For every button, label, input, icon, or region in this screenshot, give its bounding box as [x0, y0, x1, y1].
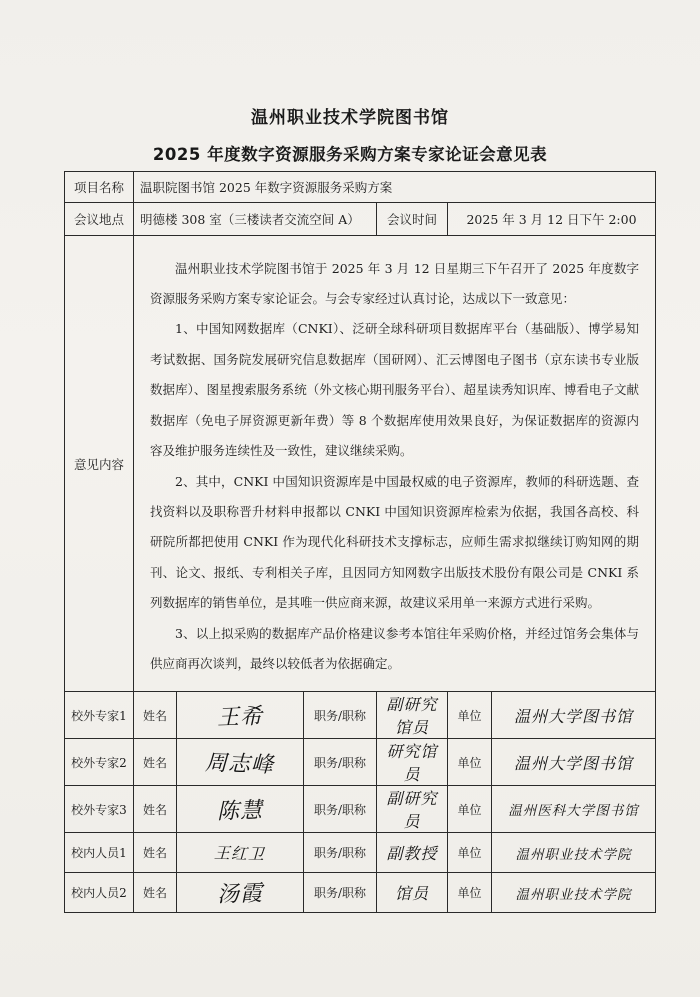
project-value: 温职院图书馆 2025 年数字资源服务采购方案: [134, 172, 656, 203]
opinion-label: 意见内容: [65, 236, 134, 692]
handwritten-title: 馆员: [394, 884, 429, 903]
opinion-paragraph: 2、其中，CNKI 中国知识资源库是中国最权威的电子资源库，教师的科研选题、查找资料以及职称晋升材料申报都以 CNKI 中国知识资源库检索为依据，我国各高校、科研院所都把使用 CNKI 作为现代化科研技术支撑标志，应师生需求拟继续订购知网的期刊、论文、报纸、专利相关子库，且因同方知网数字出版技术股份有限公司是 CNKI 系列数据库的销售单位，是其唯一供应商来源，故建议采用单一来源方式进行采购。: [150, 473, 640, 611]
signature-title: [377, 873, 448, 913]
signature-name: [177, 833, 304, 873]
signature-name: [177, 739, 304, 786]
signatory-role: 校外专家2: [65, 739, 134, 786]
handwritten-name: 陈慧: [216, 797, 264, 825]
opinion-paragraph: 温州职业技术学院图书馆于 2025 年 3 月 12 日星期三下午召开了 2025 年度数字资源服务采购方案专家论证会。与会专家经过认真讨论，达成以下一致意见：: [150, 260, 640, 307]
signature-title: [377, 739, 448, 786]
handwritten-title: 副教授: [386, 844, 438, 863]
handwritten-name: 王希: [216, 703, 264, 731]
unit-label: 单位: [448, 786, 492, 833]
name-label: 姓名: [134, 739, 177, 786]
handwritten-unit: 温州大学图书馆: [514, 753, 634, 773]
signatory-row: [65, 833, 656, 873]
meeting-row: [65, 203, 656, 236]
signatory-role: 校外专家3: [65, 786, 134, 833]
time-value: 2025 年 3 月 12 日下午 2:00: [448, 203, 656, 236]
signatory-role: 校内人员2: [65, 873, 134, 913]
handwritten-name: 汤霞: [216, 881, 264, 908]
signatory-role: 校内人员1: [65, 833, 134, 873]
signature-unit: [492, 786, 656, 833]
signatory-row: [65, 873, 656, 913]
unit-label: 单位: [448, 833, 492, 873]
handwritten-unit: 温州医科大学图书馆: [508, 803, 639, 819]
handwritten-title: 副研究员: [386, 789, 438, 831]
form-title: 2025 年度数字资源服务采购方案专家论证会意见表: [152, 145, 548, 164]
signature-unit: [492, 873, 656, 913]
opinion-content: [140, 248, 649, 680]
name-label: 姓名: [134, 873, 177, 913]
handwritten-title: 研究馆员: [386, 742, 438, 784]
project-label: 项目名称: [65, 172, 134, 203]
signature-unit: [492, 833, 656, 873]
signatory-row: [65, 692, 656, 739]
institution-title: 温州职业技术学院图书馆: [251, 108, 449, 128]
signature-name: [177, 873, 304, 913]
title-label: 职务/职称: [304, 873, 377, 913]
signatory-role: 校外专家1: [65, 692, 134, 739]
handwritten-unit: 温州大学图书馆: [514, 706, 634, 726]
handwritten-title: 副研究馆员: [386, 695, 438, 737]
handwritten-unit: 温州职业技术学院: [515, 886, 632, 903]
name-label: 姓名: [134, 692, 177, 739]
name-label: 姓名: [134, 786, 177, 833]
signature-title: [377, 786, 448, 833]
time-label: 会议时间: [377, 203, 448, 236]
handwritten-name: 周志峰: [204, 750, 275, 778]
unit-label: 单位: [448, 692, 492, 739]
name-label: 姓名: [134, 833, 177, 873]
title-label: 职务/职称: [304, 786, 377, 833]
handwritten-name: 王红卫: [214, 843, 266, 864]
opinion-form-table: [64, 171, 656, 913]
signatory-row: [65, 739, 656, 786]
location-value: 明德楼 308 室（三楼读者交流空间 A）: [134, 203, 377, 236]
opinion-row: [65, 236, 656, 692]
signatory-row: [65, 786, 656, 833]
project-row: [65, 172, 656, 203]
opinion-paragraph: 1、中国知网数据库（CNKI）、泛研全球科研项目数据库平台（基础版）、博学易知考试数据、国务院发展研究信息数据库（国研网）、汇云博图电子图书（京东读书专业版数据库）、图星搜索服务系统（外文核心期刊服务平台）、超星读秀知识库、博看电子文献数据库（免电子屏资源更新年费）等 8 个数据库使用效果良好，为保证数据库的资源内容及维护服务连续性及一致性，建议继续采购。: [150, 321, 640, 459]
location-label: 会议地点: [65, 203, 134, 236]
title-label: 职务/职称: [304, 692, 377, 739]
unit-label: 单位: [448, 873, 492, 913]
signature-unit: [492, 692, 656, 739]
title-label: 职务/职称: [304, 833, 377, 873]
handwritten-unit: 温州职业技术学院: [515, 846, 632, 863]
signature-unit: [492, 739, 656, 786]
unit-label: 单位: [448, 739, 492, 786]
signature-title: [377, 833, 448, 873]
opinion-content-cell: [134, 236, 656, 692]
title-label: 职务/职称: [304, 739, 377, 786]
opinion-paragraph: 3、以上拟采购的数据库产品价格建议参考本馆往年采购价格，并经过馆务会集体与供应商再次谈判，最终以较低者为依据确定。: [150, 625, 640, 671]
signature-title: [377, 692, 448, 739]
signature-name: [177, 786, 304, 833]
signature-name: [177, 692, 304, 739]
